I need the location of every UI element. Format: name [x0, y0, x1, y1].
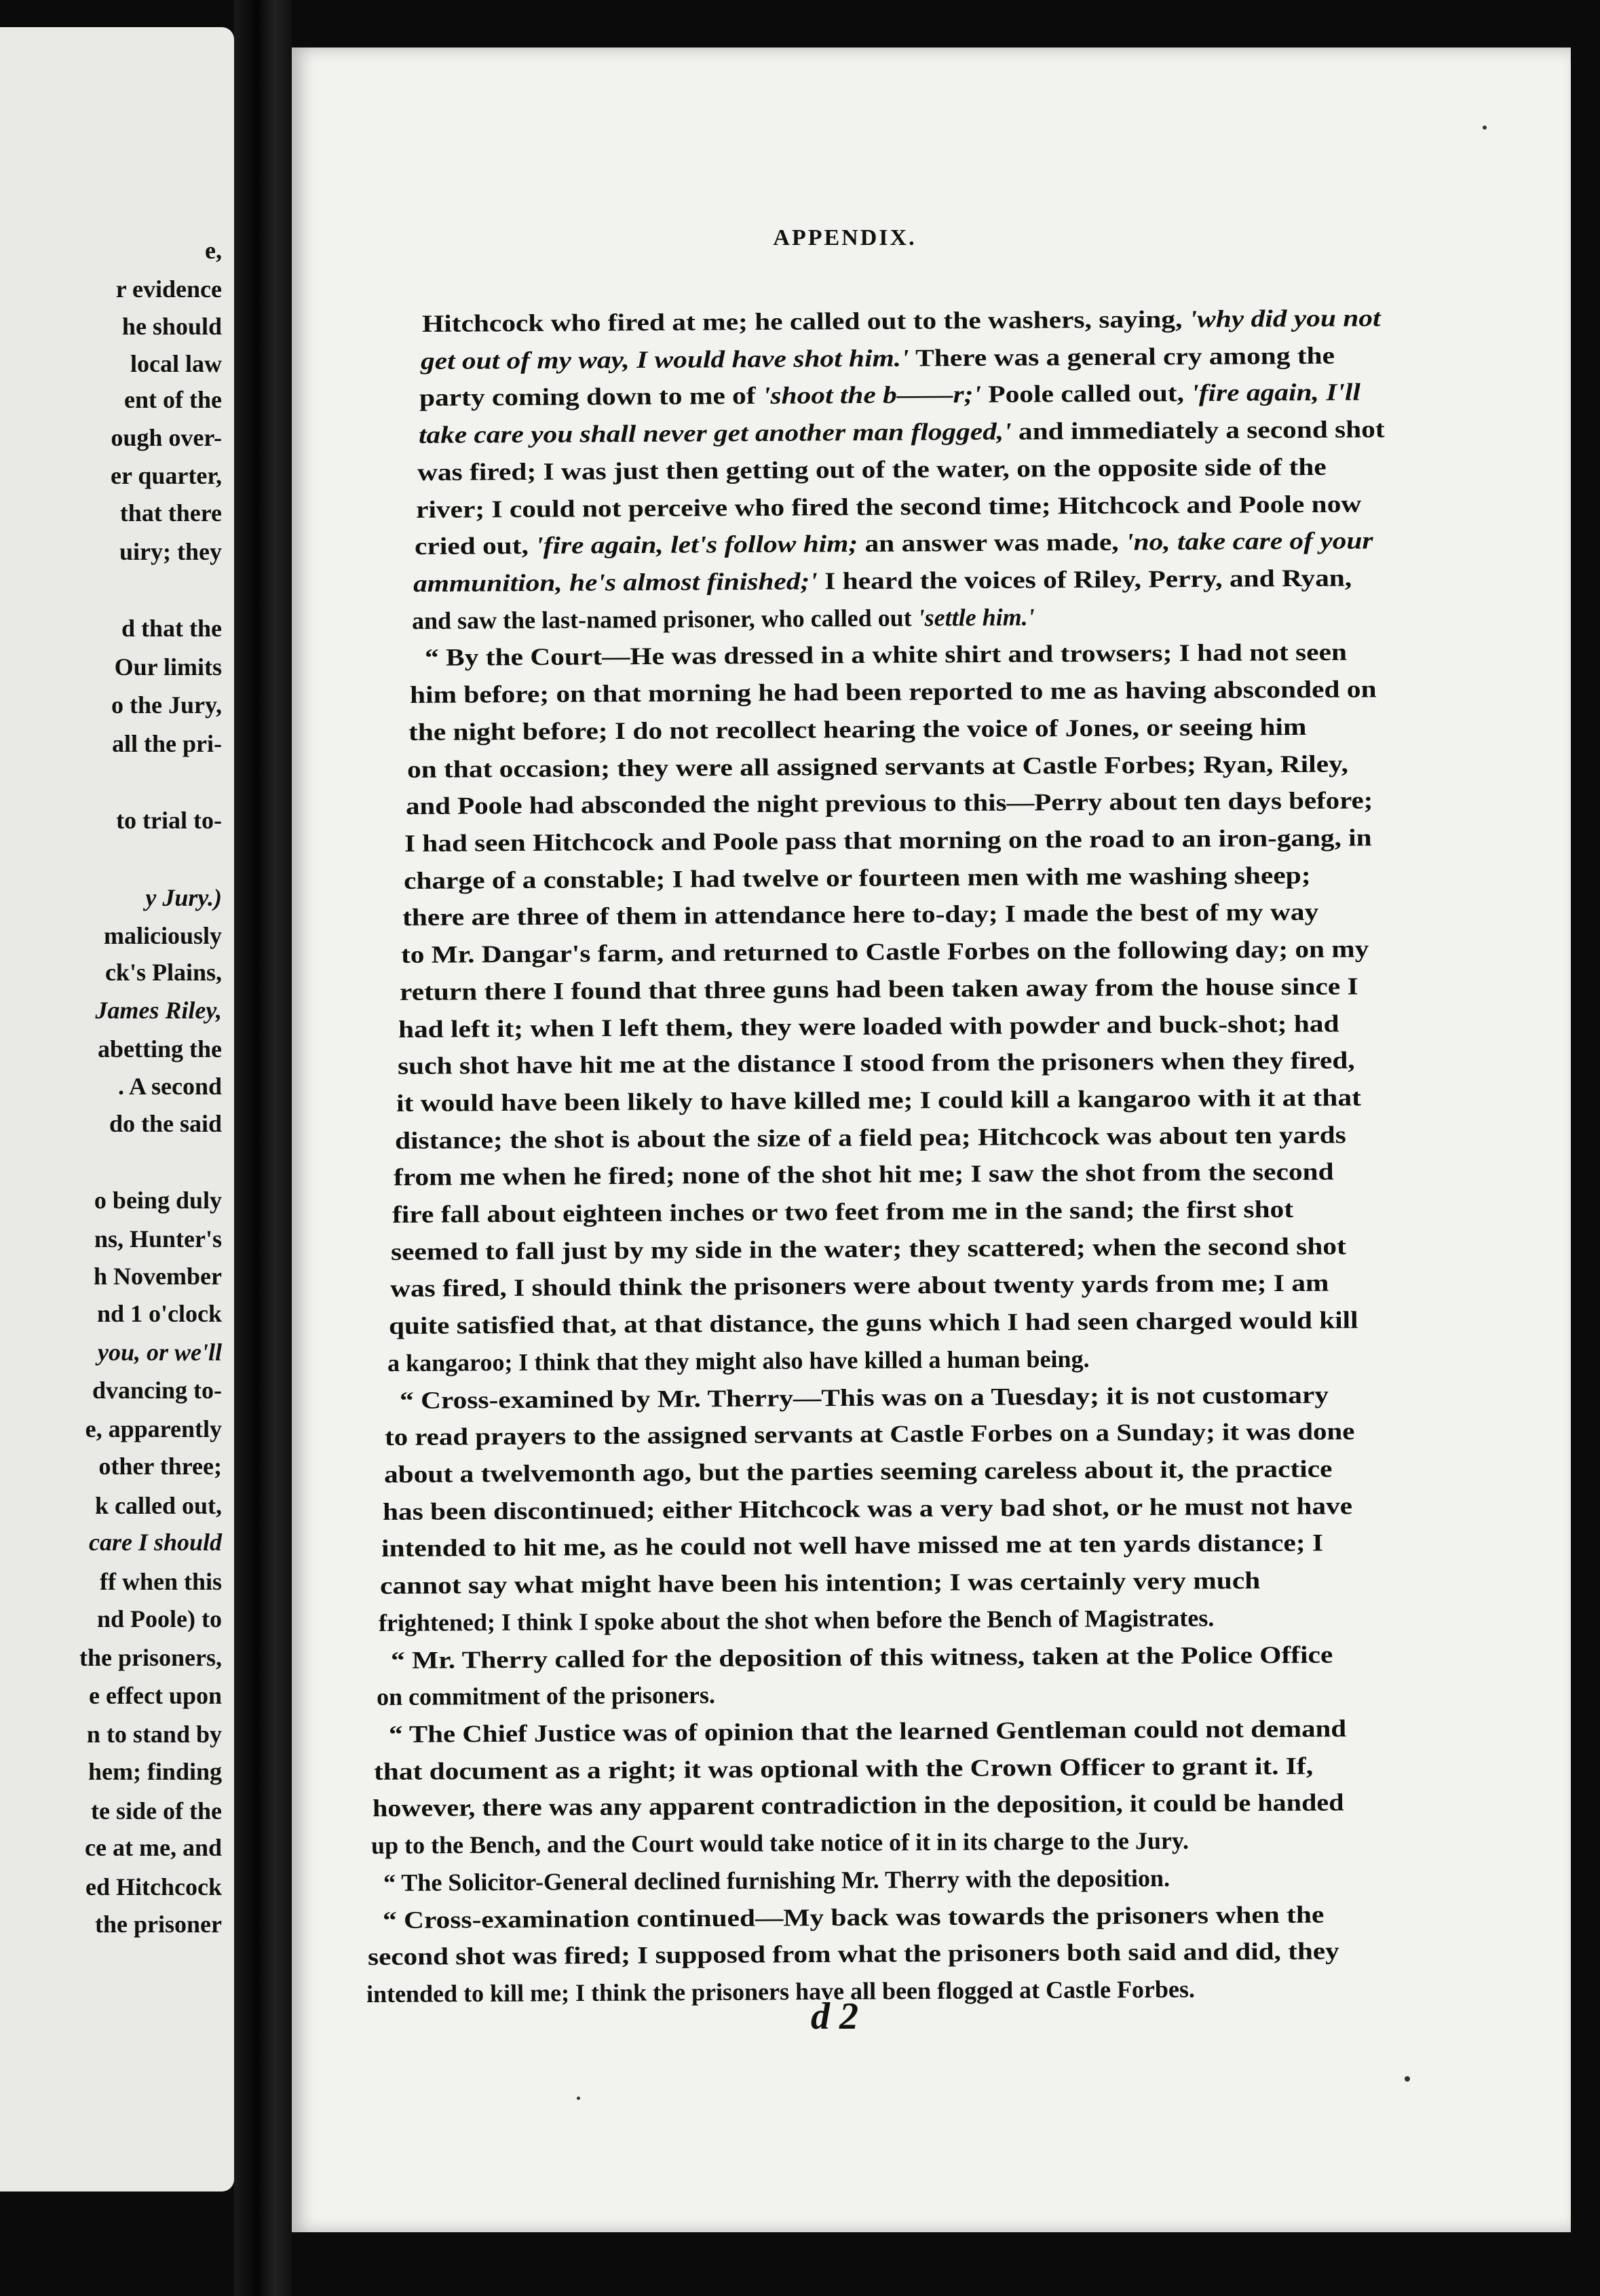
body-text-run: on commitment of the prisoners. — [376, 1681, 715, 1711]
left-page-line: ough over- — [111, 424, 222, 451]
body-line — [373, 1788, 1344, 1823]
left-page-line: other three; — [98, 1453, 222, 1480]
body-text-run: to read prayers to the assigned servants at Castle Forbes on a Sunday; it was done — [385, 1417, 1355, 1451]
body-line — [419, 378, 1360, 412]
body-text-run: “ Cross-examined by Mr. Therry—This was on a Tuesday; it is not customary — [400, 1381, 1329, 1414]
body-text-run: there are three of them in attendance here to-day; I made the best of my way — [402, 898, 1319, 932]
body-text-run: “ The Chief Justice was of opinion that the learned Gentleman could not demand — [388, 1715, 1346, 1748]
italic-run: 'fire again, let's follow him; — [535, 530, 858, 560]
body-text-run: the night before; I do not recollect hearing the voice of Jones, or seeing him — [408, 712, 1307, 746]
body-text-run: “ By the Court—He was dressed in a white shirt and trowsers; I had not seen — [424, 638, 1347, 672]
body-text-run: had left it; when I left them, they were loaded with powder and buck-shot; had — [398, 1010, 1340, 1043]
body-line — [380, 1566, 1260, 1600]
body-text-run: intended to hit me, as he could not well have missed me at ten yards distance; I — [381, 1529, 1323, 1563]
body-text-run: “ Cross-examination continued—My back was towards the prisoners when the — [382, 1900, 1325, 1934]
body-line — [415, 527, 1373, 561]
body-line — [366, 1975, 1195, 2008]
right-page — [292, 47, 1571, 2232]
body-text-run: Hitchcock who fired at me; he called out to the washers, saying, — [421, 305, 1189, 337]
italic-run: get out of my way, I would have shot him.' — [421, 344, 909, 375]
body-text-run: and Poole had absconded the night previous to this—Perry about ten days before; — [406, 786, 1373, 820]
left-page-line: o being duly — [94, 1187, 222, 1214]
body-line — [389, 1269, 1329, 1303]
left-page-line: er quarter, — [111, 462, 222, 489]
left-page — [0, 27, 234, 2192]
italic-run: take care you shall never get another man flogged,' — [418, 417, 1012, 449]
body-text-run: fire fall about eighteen inches or two feet from me in the sand; the first shot — [392, 1195, 1294, 1229]
left-page-line: y Jury.) — [145, 884, 222, 911]
body-text-run: distance; the shot is about the size of a field pea; Hitchcock was about ten yards — [394, 1121, 1346, 1154]
left-page-line: h November — [94, 1263, 222, 1290]
body-line — [424, 638, 1346, 672]
body-line — [395, 1120, 1346, 1155]
body-line — [417, 453, 1327, 486]
body-line — [389, 1714, 1346, 1748]
left-page-line: ce at me, and — [85, 1834, 222, 1861]
body-line — [401, 934, 1369, 969]
left-page-line: ns, Hunter's — [94, 1225, 222, 1252]
left-page-line: hem; finding — [88, 1758, 222, 1785]
italic-run: 'why did you not — [1189, 304, 1381, 333]
left-page-line: James Riley, — [95, 997, 222, 1024]
body-text-run: on that occasion; they were all assigned servants at Castle Forbes; Ryan, Riley, — [407, 750, 1349, 783]
body-text-run: about a twelvemonth ago, but the parties seeming careless about it, the practice — [383, 1455, 1333, 1489]
body-text-run: intended to kill me; I think the prisoners have all been flogged at Castle Forbes. — [366, 1975, 1196, 2008]
left-page-line: he should — [121, 313, 222, 340]
body-line — [392, 1195, 1293, 1229]
body-text-run: a kangaroo; I think that they might also have killed a human being. — [387, 1345, 1090, 1377]
body-text-run: has been discontinued; either Hitchcock was a very bad shot, or he must not have — [382, 1492, 1352, 1525]
body-line — [400, 1380, 1329, 1414]
left-page-line: e, apparently — [85, 1415, 222, 1442]
body-line — [413, 564, 1352, 598]
body-text-run: it would have been likely to have killed me; I could kill a kangaroo with it at that — [396, 1084, 1361, 1117]
body-text-run: from me when he fired; none of the shot hit me; I saw the shot from the second — [393, 1157, 1334, 1191]
left-page-line: e, — [205, 237, 222, 264]
body-text-run: Poole called out, — [981, 379, 1192, 408]
body-line — [383, 1454, 1332, 1489]
body-line — [410, 674, 1377, 709]
body-line — [371, 1826, 1189, 1860]
body-line — [402, 898, 1318, 932]
left-page-line: k called out, — [94, 1492, 222, 1519]
body-line — [418, 415, 1384, 449]
left-page-line: Our limits — [114, 653, 222, 681]
left-page-line: that there — [119, 499, 222, 527]
left-page-line: nd Poole) to — [97, 1605, 222, 1632]
body-line — [396, 1083, 1361, 1117]
body-line — [387, 1345, 1090, 1377]
body-line — [404, 823, 1372, 858]
body-line — [383, 1864, 1170, 1897]
body-text-run: party coming down to me of — [419, 382, 763, 412]
body-text-run: that document as a right; it was optional with the Crown Officer to grant it. If, — [373, 1752, 1314, 1785]
left-page-line: local law — [130, 350, 222, 377]
left-page-line: te side of the — [91, 1797, 222, 1824]
body-line — [383, 1900, 1325, 1934]
italic-run: 'fire again, I'll — [1191, 378, 1361, 407]
left-page-line: n to stand by — [86, 1721, 222, 1748]
italic-run: 'settle him.' — [918, 603, 1035, 632]
left-page-line: ck's Plains, — [104, 959, 222, 986]
body-text-run: and saw the last-named prisoner, who called out — [412, 604, 919, 634]
speck — [577, 2097, 580, 2100]
left-page-line: the prisoners, — [79, 1644, 222, 1671]
body-line — [391, 1231, 1346, 1266]
body-text-run: “ Mr. Therry called for the deposition of this witness, taken at the Police Office — [391, 1641, 1333, 1674]
body-text-run: such shot have hit me at the distance I stood from the prisoners when they fired, — [397, 1046, 1355, 1080]
body-line — [368, 1937, 1339, 1972]
body-line — [404, 860, 1311, 894]
body-text-run: river; I could not perceive who fired the second time; Hitchcock and Poole now — [415, 490, 1362, 523]
left-page-line: . A second — [117, 1073, 222, 1100]
body-line — [391, 1640, 1333, 1674]
body-text-run: cried out, — [414, 532, 536, 560]
body-text-run: frightened; I think I spoke about the shot when before the Bench of Magistrates. — [379, 1604, 1215, 1637]
italic-run: 'shoot the b——r;' — [763, 381, 982, 410]
body-line — [374, 1751, 1313, 1785]
left-page-line: maliciously — [103, 922, 222, 949]
body-text-run: seemed to fall just by my side in the water; they scattered; when the second shot — [391, 1232, 1347, 1265]
body-text-run: return there I found that three guns had been taken away from the house since I — [400, 972, 1358, 1006]
body-line — [379, 1603, 1215, 1637]
body-line — [422, 303, 1381, 338]
body-text-run: “ The Solicitor-General declined furnishing Mr. Therry with the deposition. — [383, 1864, 1170, 1896]
left-page-line: abetting the — [98, 1035, 222, 1063]
running-head: APPENDIX. — [773, 225, 917, 250]
body-text-run: however, there was any apparent contradiction in the deposition, it could be handed — [372, 1788, 1344, 1822]
body-text-run: cannot say what might have been his intention; I was certainly very much — [379, 1567, 1261, 1600]
body-line — [376, 1681, 715, 1711]
body-line — [416, 489, 1361, 524]
speck — [1483, 126, 1487, 130]
left-page-line: dvancing to- — [92, 1377, 222, 1404]
left-page-line: the prisoner — [95, 1911, 222, 1938]
body-text-run: charge of a constable; I had twelve or fourteen men with me washing sheep; — [403, 861, 1311, 894]
body-line — [407, 749, 1348, 783]
left-page-line: to trial to- — [116, 807, 222, 834]
speck — [1405, 2076, 1410, 2082]
body-text-run: There was a general cry among the — [909, 341, 1335, 372]
body-line — [406, 786, 1373, 821]
body-line — [381, 1529, 1323, 1563]
left-page-line: all the pri- — [112, 730, 222, 757]
body-line — [389, 1305, 1358, 1340]
italic-run: 'no, take care of your — [1125, 527, 1373, 556]
left-page-line: r evidence — [115, 275, 222, 303]
left-page-line: e effect upon — [89, 1682, 222, 1709]
body-line — [394, 1157, 1334, 1191]
body-line — [412, 602, 1035, 635]
body-text-run: I heard the voices of Riley, Perry, and Ryan, — [817, 564, 1352, 595]
body-line — [421, 341, 1335, 375]
left-page-line: do the said — [109, 1110, 222, 1137]
body-text-run: I had seen Hitchcock and Poole pass that morning on the road to an iron-gang, in — [404, 824, 1373, 857]
body-text-run: was fired, I should think the prisoners were about twenty yards from me; I am — [389, 1269, 1329, 1303]
body-text-run: and immediately a second shot — [1011, 415, 1385, 445]
left-page-line: ent of the — [124, 386, 222, 413]
left-page-line: uiry; they — [119, 538, 222, 565]
body-line — [398, 1009, 1339, 1043]
body-text-run: up to the Bench, and the Court would take notice of it in its charge to the Jury. — [371, 1826, 1189, 1860]
folio-signature: d 2 — [811, 1995, 858, 2037]
left-page-line: d that the — [121, 615, 222, 642]
body-line — [408, 712, 1307, 746]
body-text-run: was fired; I was just then getting out of the water, on the opposite side of the — [417, 453, 1327, 486]
left-page-line: o the Jury, — [111, 691, 222, 719]
left-page-line: ff when this — [99, 1568, 222, 1595]
body-line — [397, 1046, 1354, 1081]
book-gutter — [234, 0, 292, 2296]
body-line — [383, 1491, 1352, 1526]
left-page-line: ed Hitchcock — [85, 1873, 222, 1900]
body-text-run: an answer was made, — [858, 528, 1126, 558]
left-page-line: nd 1 o'clock — [96, 1300, 222, 1327]
body-line — [400, 972, 1358, 1006]
italic-run: ammunition, he's almost finished;' — [413, 567, 818, 597]
left-page-line: care I should — [88, 1529, 222, 1556]
left-page-line: you, or we'll — [97, 1339, 222, 1366]
body-text-run: him before; on that morning he had been reported to me as having absconded on — [409, 675, 1377, 709]
body-text-run: second shot was fired; I supposed from what the prisoners both said and did, they — [367, 1937, 1339, 1971]
body-text-run: quite satisfied that, at that distance, the guns which I had seen charged would kill — [388, 1306, 1358, 1340]
body-line — [385, 1417, 1355, 1452]
body-text-run: to Mr. Dangar's farm, and returned to Castle Forbes on the following day; on my — [400, 935, 1369, 969]
